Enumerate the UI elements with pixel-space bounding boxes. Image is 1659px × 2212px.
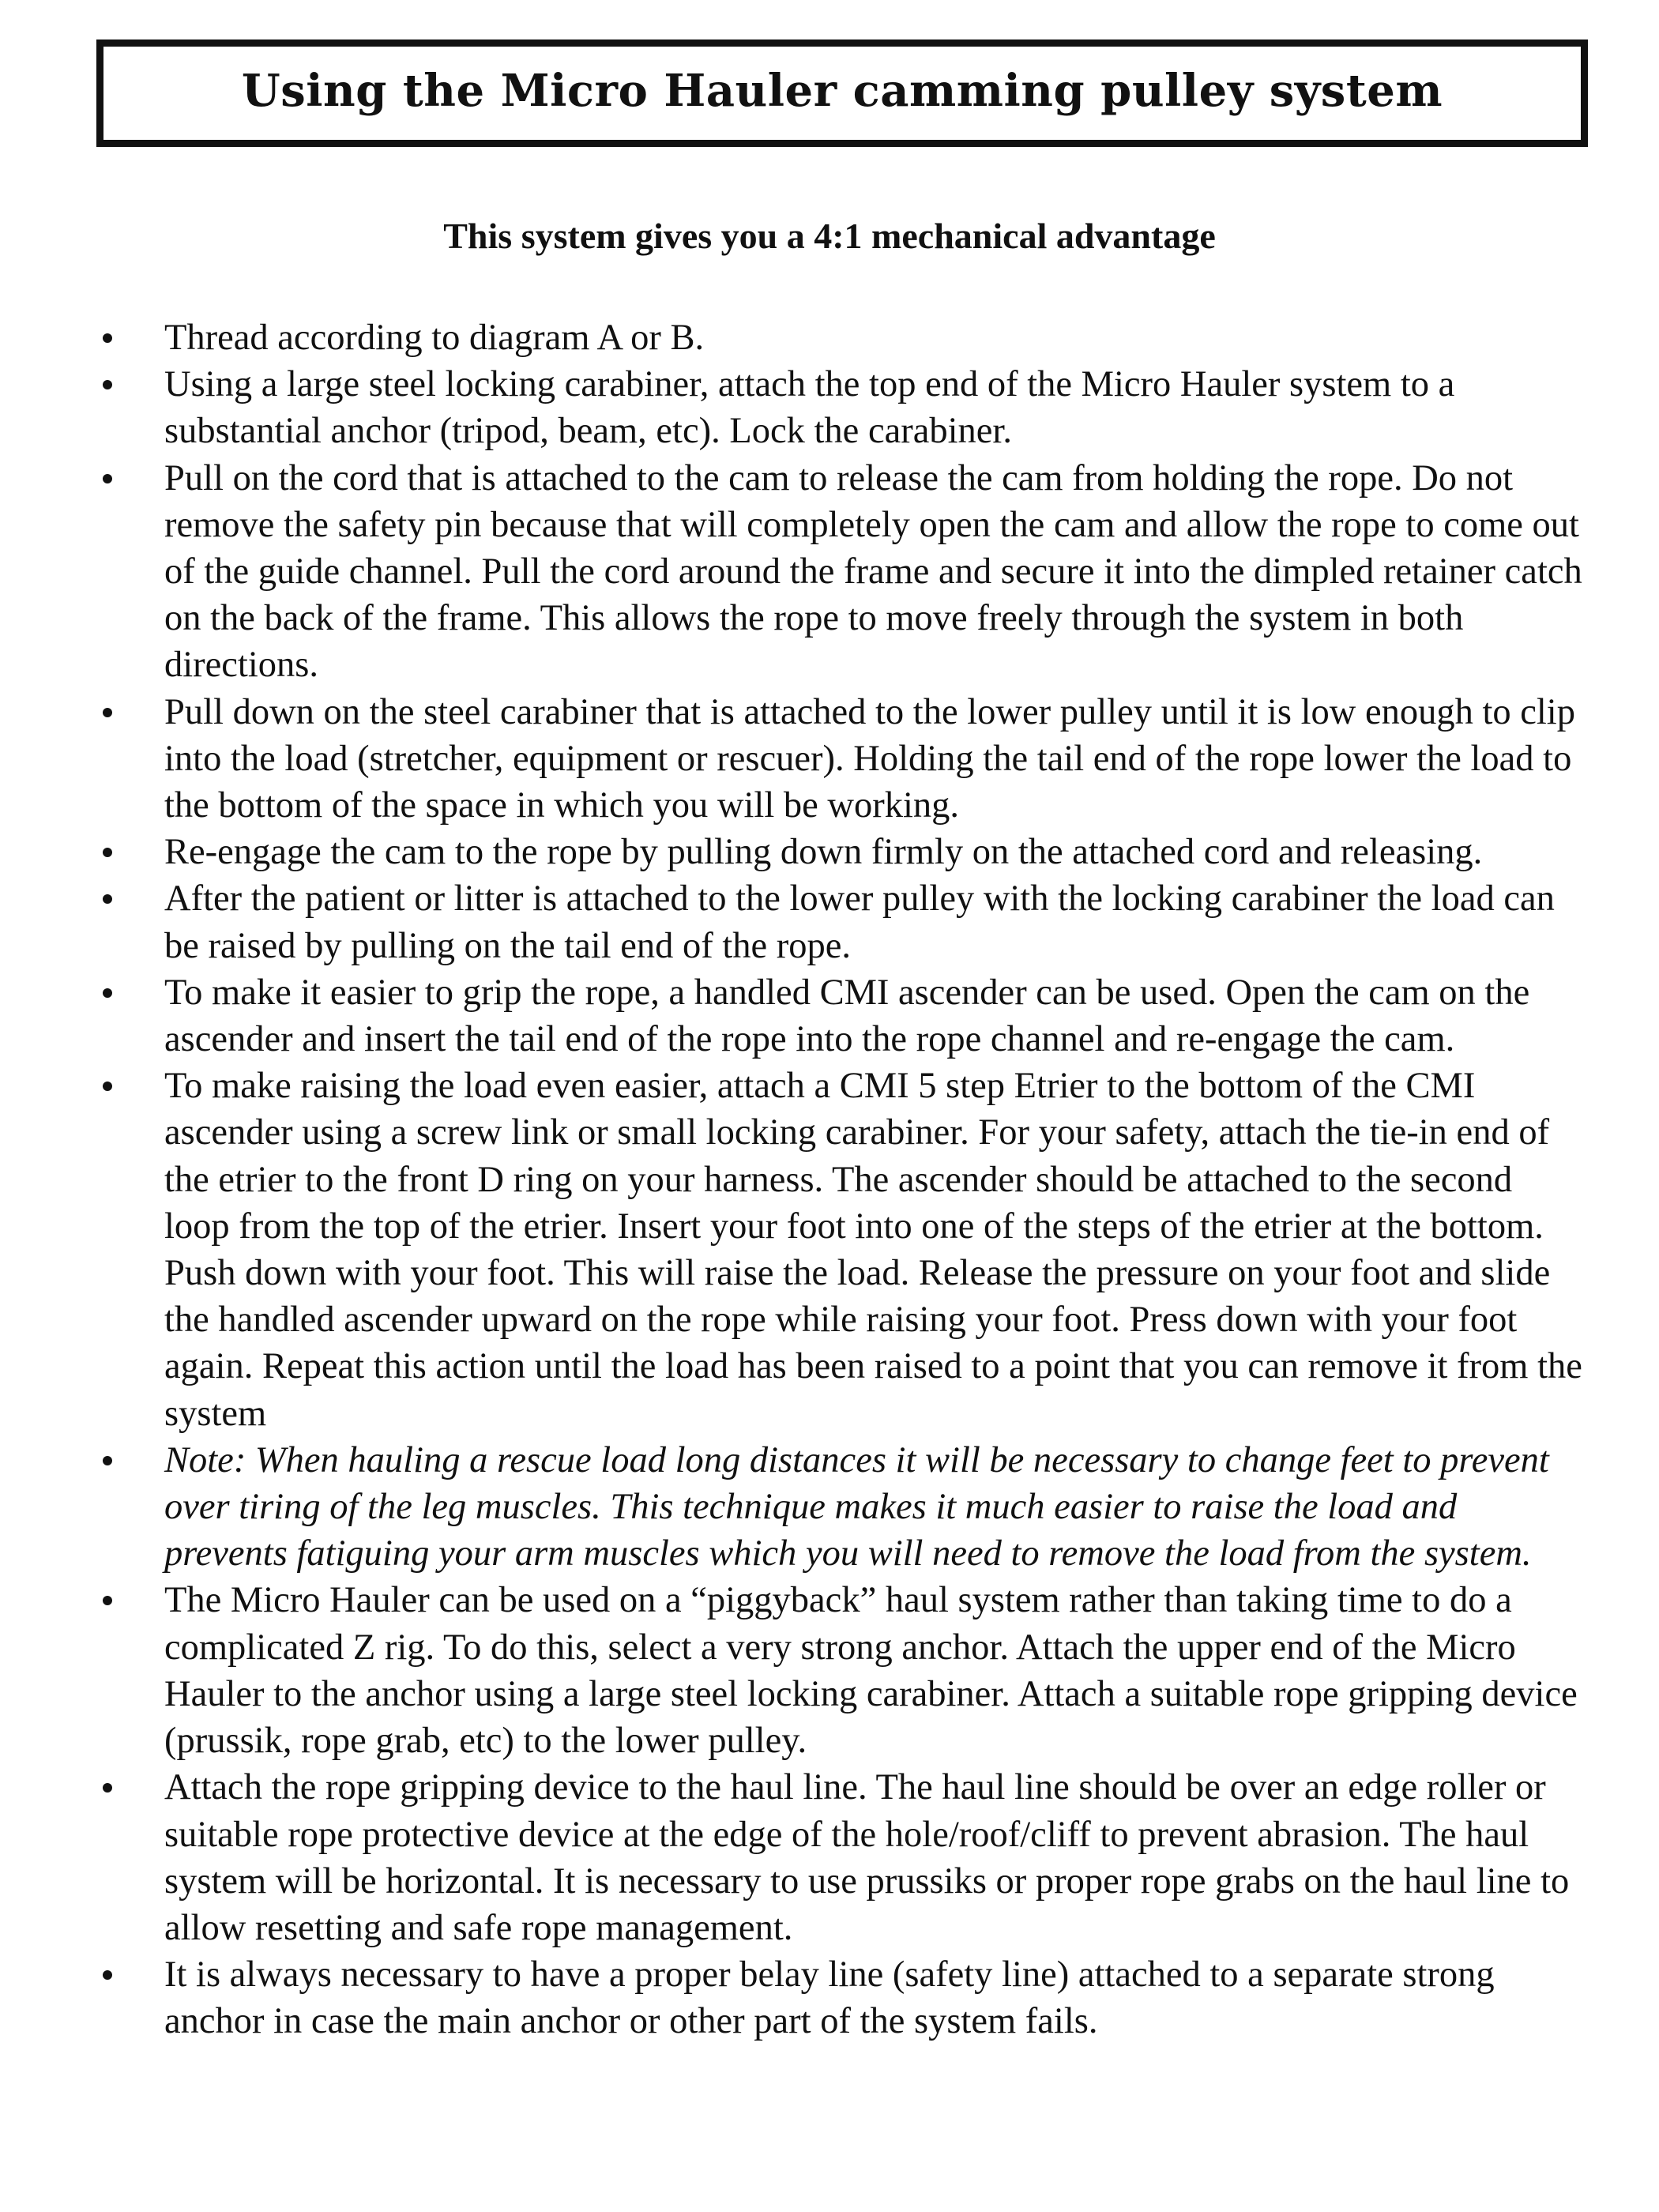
list-item xyxy=(0,875,1586,969)
bullet-icon xyxy=(103,894,112,904)
list-item-text: Thread according to diagram A or B. xyxy=(164,318,705,358)
bullet-icon xyxy=(103,848,112,857)
list-item-text: It is always necessary to have a proper belay line (safety line) attached to a separate strong anchor in case the main anchor or other part of the system fails. xyxy=(164,1954,1495,2042)
list-item-text: After the patient or litter is attached to the lower pulley with the locking carabiner the load can be raised by pulling on the tail end of the rope. xyxy=(164,878,1555,966)
list-item xyxy=(0,1063,1586,1437)
instruction-list xyxy=(0,314,1659,2045)
list-item-text: Pull down on the steel carabiner that is attached to the lower pulley until it is low enough to clip into the load (stretcher, equipment or rescuer). Holding the tail end of the rope lower the load to the bottom of the space in which you will be working. xyxy=(164,691,1575,826)
list-item-text: To make it easier to grip the rope, a handled CMI ascender can be used. Open the cam on the ascender and insert the tail end of the rope into the rope channel and re-engage the cam. xyxy=(164,972,1530,1060)
list-item-text: Re-engage the cam to the rope by pulling down firmly on the attached cord and releasing. xyxy=(164,832,1483,873)
list-item xyxy=(0,1577,1586,1764)
bullet-icon xyxy=(103,1783,112,1793)
list-item xyxy=(0,1951,1586,2045)
bullet-icon xyxy=(103,708,112,717)
list-item-text: The Micro Hauler can be used on a “piggyback” haul system rather than taking time to do a complicated Z rig. To do this, select a very strong anchor. Attach the upper end of the Micro Hauler to the anchor using a large steel locking carabiner. Attach a suitable rope gripping device (prussik, rope grab, etc) to the lower pulley. xyxy=(164,1580,1578,1762)
bullet-icon xyxy=(103,1970,112,1980)
list-item xyxy=(0,969,1586,1063)
bullet-icon xyxy=(103,988,112,998)
document-title: Using the Micro Hauler camming pulley system xyxy=(241,65,1443,117)
list-item-text: Using a large steel locking carabiner, attach the top end of the Micro Hauler system to a substantial anchor (tripod, beam, etc). Lock the carabiner. xyxy=(164,364,1455,452)
list-item xyxy=(0,361,1586,454)
subtitle: This system gives you a 4:1 mechanical advantage xyxy=(443,216,1216,256)
list-item-text: Attach the rope gripping device to the haul line. The haul line should be over an edge roller or suitable rope protective device at the edge of the hole/roof/cliff to prevent abrasion. The haul system will be horizontal. It is necessary to use prussiks or proper rope grabs on the haul line to allow resetting and safe rope management. xyxy=(164,1767,1570,1948)
list-item xyxy=(0,314,1586,361)
title-box xyxy=(96,40,1588,147)
bullet-icon xyxy=(103,380,112,389)
list-item xyxy=(0,455,1586,689)
bullet-icon xyxy=(103,1596,112,1605)
note-list-item xyxy=(0,1437,1586,1578)
list-item-text: Pull on the cord that is attached to the cam to release the cam from holding the rope. Do not remove the safety pin because that will completely open the cam and allow the rope to come out of the guide channel. Pull the cord around the frame and secure it into the dimpled retainer catch on the back of the frame. This allows the rope to move freely through the system in both directions. xyxy=(164,457,1582,686)
bullet-icon xyxy=(103,474,112,483)
list-item xyxy=(0,689,1586,830)
list-item xyxy=(0,829,1586,875)
bullet-icon xyxy=(103,1456,112,1465)
list-item-text: Note: When hauling a rescue load long distances it will be necessary to change feet to prevent over tiring of the leg muscles. This technique makes it much easier to raise the load and prevents fatiguing your arm muscles which you will need to remove the load from the system. xyxy=(164,1439,1549,1574)
bullet-icon xyxy=(103,1082,112,1091)
list-item xyxy=(0,1764,1586,1951)
list-item-text: To make raising the load even easier, attach a CMI 5 step Etrier to the bottom of the CMI ascender using a screw link or small locking carabiner. For your safety, attach the tie-in end of the etrier to the front D ring on your harness. The ascender should be attached to the second loop from the top of the etrier. Insert your foot into one of the steps of the etrier at the bottom. Push down with your foot. This will raise the load. Release the pressure on your foot and slide the handled ascender upward on the rope while raising your foot. Press down with your foot again. Repeat this action until the load has been raised to a point that you can remove it from the system xyxy=(164,1066,1582,1434)
bullet-icon xyxy=(103,333,112,343)
